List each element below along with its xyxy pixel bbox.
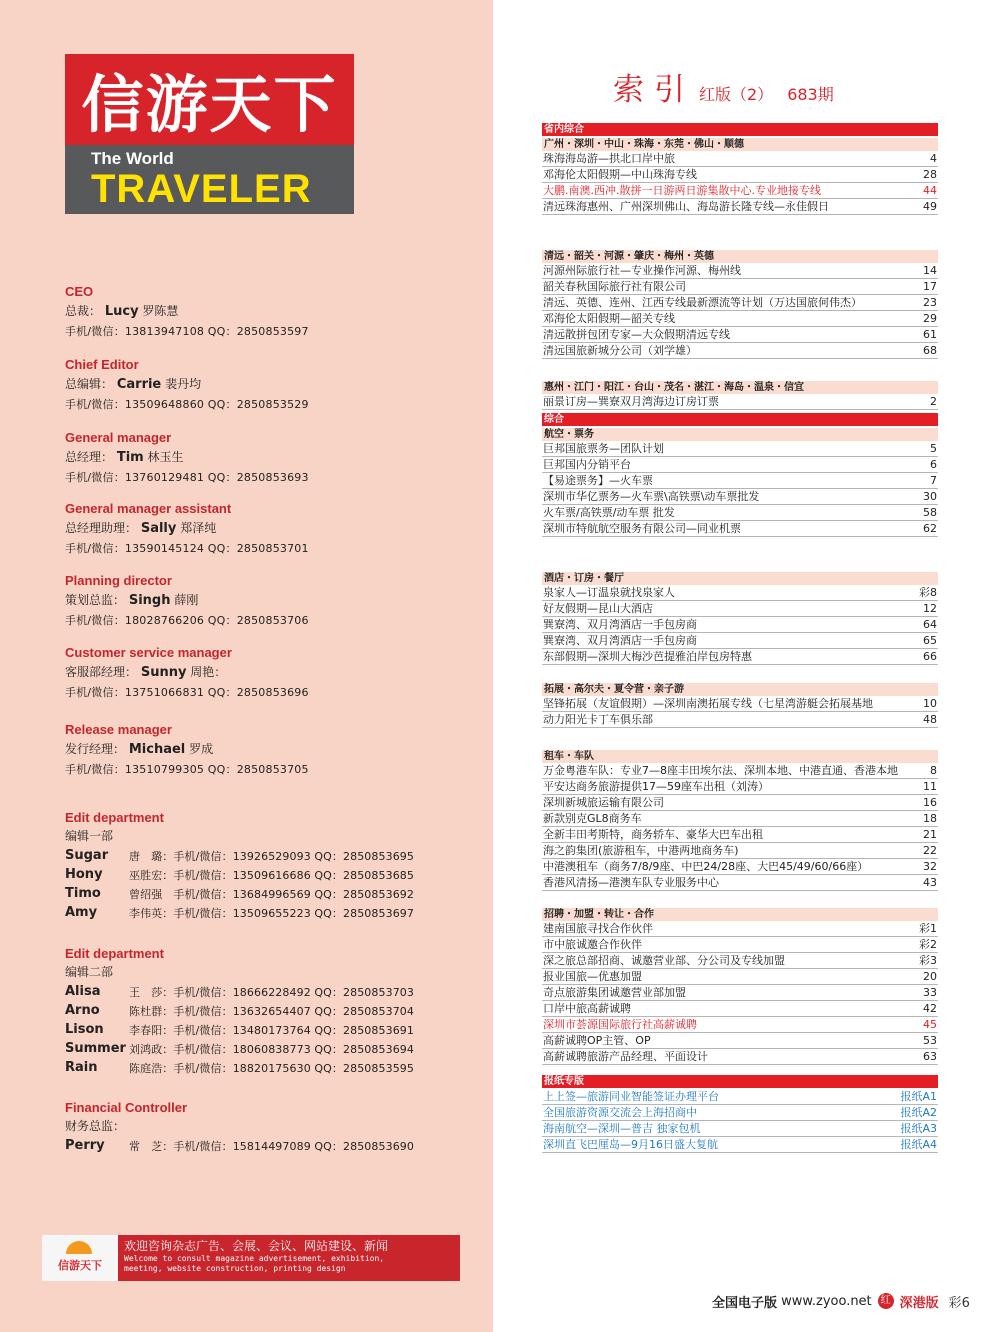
index-page: 报纸A3 — [900, 1122, 937, 1135]
index-row[interactable] — [542, 1017, 938, 1033]
index-row[interactable] — [542, 505, 938, 521]
index-entry: 高薪诚聘OP主管、OP — [543, 1034, 651, 1047]
financial-controller — [65, 1098, 465, 1155]
index-page: 48 — [923, 713, 937, 726]
index-row[interactable] — [542, 1033, 938, 1049]
index-entry: 奇点旅游集团诚邀营业部加盟 — [543, 986, 686, 999]
index-page: 63 — [923, 1050, 937, 1063]
index-title-issue: 683期 — [787, 85, 834, 104]
index-entry: 巨邦国旅票务—团队计划 — [543, 442, 664, 455]
index-row[interactable] — [542, 985, 938, 1001]
index-row[interactable] — [542, 843, 938, 859]
index-row[interactable] — [542, 279, 938, 295]
index-page: 44 — [923, 184, 937, 197]
dept-member: Amy 李伟英：手机/微信：13509655223 QQ：2850853697 — [65, 905, 414, 920]
index-page: 8 — [930, 764, 937, 777]
index-row[interactable] — [542, 311, 938, 327]
index-page: 62 — [923, 522, 937, 535]
index-entry: 巨邦国内分销平台 — [543, 458, 631, 471]
dept-subtitle: 编辑一部 — [65, 829, 114, 843]
staff-name: 总经理： Tim 林玉生 — [65, 450, 184, 465]
index-page: 彩2 — [919, 938, 937, 951]
staff-contact: 手机/微信：13590145124 QQ：2850853701 — [65, 542, 309, 555]
index-section — [542, 413, 938, 1063]
index-entry: 新款别克GL8商务车 — [543, 812, 642, 825]
index-entry: 丽景订房—巽寮双月湾海边订房订票 — [543, 395, 719, 408]
index-title-main: 索引 — [613, 72, 695, 108]
index-page: 报纸A4 — [900, 1138, 937, 1151]
index-group — [542, 749, 938, 891]
dept-member: Sugar 唐 璐：手机/微信：13926529093 QQ：2850853695 — [65, 848, 414, 863]
index-entry: 邓海伦太阳假期—韶关专线 — [543, 312, 675, 325]
index-page: 58 — [923, 506, 937, 519]
staff-contact: 手机/微信：13510799305 QQ：2850853705 — [65, 763, 309, 776]
index-entry: 深圳新城旅运输有限公司 — [543, 796, 664, 809]
index-entry: 口岸中旅高薪诚聘 — [543, 1002, 631, 1015]
staff-title: Release manager — [65, 722, 172, 737]
dept-member: Rain 陈庭浩：手机/微信：18820175630 QQ：2850853595 — [65, 1060, 414, 1075]
index-title — [613, 64, 834, 108]
page-footer — [712, 1290, 970, 1312]
index-page: 28 — [923, 168, 937, 181]
index-row[interactable] — [542, 1001, 938, 1017]
index-group — [542, 249, 938, 359]
index-entry: 珠海海岛游—拱北口岸中旅 — [543, 152, 675, 165]
logo-chinese: 信游天下 — [65, 54, 354, 145]
index-entry: 深圳市华亿票务—火车票\高铁票\动车票批发 — [543, 490, 760, 503]
index-page: 6 — [930, 458, 937, 471]
left-panel — [0, 0, 493, 1332]
contact-text — [118, 1235, 460, 1281]
index-group — [542, 427, 938, 537]
index-page: 32 — [923, 860, 937, 873]
index-row[interactable] — [542, 183, 938, 199]
category-band: 酒店・订房・餐厅 — [542, 572, 938, 585]
index-entry: 高薪诚聘旅游产品经理、平面设计 — [543, 1050, 708, 1063]
category-band: 清远・韶关・河源・肇庆・梅州・英德 — [542, 250, 938, 263]
staff-contact: 手机/微信：13760129481 QQ：2850853693 — [65, 471, 309, 484]
index-entry: 清远散拼包团专家—大众假期清远专线 — [543, 328, 730, 341]
index-row[interactable] — [542, 601, 938, 617]
index-entry: 大鹏.南澳.西冲.散拼一日游两日游集散中心.专业地接专线 — [543, 184, 821, 197]
index-row[interactable] — [542, 937, 938, 953]
index-section — [542, 1075, 938, 1151]
page-number: 彩6 — [948, 1295, 970, 1311]
index-page: 65 — [923, 634, 937, 647]
index-row[interactable] — [542, 921, 938, 937]
index-row[interactable] — [542, 441, 938, 457]
index-group — [542, 137, 938, 215]
index-page: 报纸A1 — [900, 1090, 937, 1103]
index-entry: 巽寮湾、双月湾酒店一手包房商 — [543, 634, 697, 647]
staff-name: 总经理助理： Sally 郑泽纯 — [65, 521, 217, 536]
dept-member: Perry 常 芝：手机/微信：15814497089 QQ：2850853690 — [65, 1138, 414, 1153]
index-page: 报纸A2 — [900, 1106, 937, 1119]
index-row[interactable] — [542, 779, 938, 795]
red-edition-badge: 红 — [878, 1293, 894, 1309]
index-page: 49 — [923, 200, 937, 213]
index-row[interactable] — [542, 151, 938, 167]
index-entry: 河源州际旅行社—专业操作河源、梅州线 — [543, 264, 741, 277]
small-logo-text: 信游天下 — [58, 1259, 102, 1272]
index-entry: 东部假期—深圳大梅沙芭提雅泊岸包房特惠 — [543, 650, 752, 663]
footer-version: 深港版 — [899, 1295, 939, 1311]
staff-title: General manager assistant — [65, 501, 232, 516]
index-entry: 市中旅诚邀合作伙伴 — [543, 938, 642, 951]
staff-title: Planning director — [65, 573, 172, 588]
index-row[interactable] — [542, 295, 938, 311]
index-entry: 建南国旅寻找合作伙伴 — [543, 922, 653, 935]
edit-department-2 — [65, 944, 465, 1077]
index-row[interactable] — [542, 827, 938, 843]
staff-title: General manager — [65, 430, 172, 445]
index-page: 61 — [923, 328, 937, 341]
index-row[interactable] — [542, 795, 938, 811]
index-group — [542, 1089, 938, 1153]
index-row[interactable] — [542, 1089, 938, 1105]
index-page: 14 — [923, 264, 937, 277]
staff-entry-gm-assistant — [65, 499, 309, 559]
dept-member: Hony 巫胜宏：手机/微信：13509616686 QQ：2850853685 — [65, 867, 414, 882]
index-page: 53 — [923, 1034, 937, 1047]
index-page: 11 — [923, 780, 937, 793]
category-band: 招聘・加盟・转让・合作 — [542, 908, 938, 921]
category-band: 租车・车队 — [542, 750, 938, 763]
index-section — [542, 123, 938, 408]
index-row[interactable] — [542, 585, 938, 601]
index-row[interactable] — [542, 649, 938, 665]
staff-name: 总裁： Lucy 罗陈慧 — [65, 304, 179, 319]
edit-department-1 — [65, 808, 465, 922]
index-row[interactable] — [542, 953, 938, 969]
index-row[interactable] — [542, 489, 938, 505]
index-entry: 【易途票务】—火车票 — [543, 474, 653, 487]
index-row[interactable] — [542, 712, 938, 728]
dept-member: Timo 曾绍强 手机/微信：13684996569 QQ：2850853692 — [65, 886, 414, 901]
traveler-logo — [65, 54, 354, 214]
staff-title: CEO — [65, 284, 94, 299]
dept-subtitle: 编辑二部 — [65, 965, 114, 979]
staff-name: 总编辑： Carrie 裴丹均 — [65, 377, 202, 392]
staff-contact: 手机/微信：13509648860 QQ：2850853529 — [65, 398, 309, 411]
staff-entry-planning-director — [65, 571, 309, 631]
logo-english-line1: The World — [91, 149, 174, 168]
index-page: 12 — [923, 602, 937, 615]
staff-contact: 手机/微信：13813947108 QQ：2850853597 — [65, 325, 309, 338]
staff-name: 发行经理： Michael 罗成 — [65, 742, 214, 757]
index-page: 43 — [923, 876, 937, 889]
index-entry: 深圳市特航航空服务有限公司—同业机票 — [543, 522, 741, 535]
index-row[interactable] — [542, 263, 938, 279]
footer-edition: 全国电子版 — [712, 1295, 778, 1311]
category-band: 航空・票务 — [542, 428, 938, 441]
staff-contact: 手机/微信：18028766206 QQ：2850853706 — [65, 614, 309, 627]
index-page: 彩1 — [919, 922, 937, 935]
small-logo — [42, 1235, 118, 1281]
index-entry: 全国旅游资源交流会上海招商中 — [543, 1106, 697, 1119]
index-entry: 韶关春秋国际旅行社有限公司 — [543, 280, 686, 293]
index-entry: 清远珠海惠州、广州深圳佛山、海岛游长隆专线—永佳假日 — [543, 200, 829, 213]
index-row[interactable] — [542, 327, 938, 343]
index-row[interactable] — [542, 859, 938, 875]
footer-url[interactable]: www.zyoo.net — [781, 1293, 872, 1309]
index-entry: 清远国旅新城分公司（刘学雄） — [543, 344, 697, 357]
index-entry: 香港风清扬—港澳车队专业服务中心 — [543, 876, 719, 889]
index-entry: 火车票/高铁票/动车票 批发 — [543, 506, 675, 519]
index-entry: 动力阳光卡丁车俱乐部 — [543, 713, 653, 726]
index-page: 16 — [923, 796, 937, 809]
index-entry: 万金粤港车队：专业7—8座丰田埃尔法、深圳本地、中港直通、香港本地 — [543, 764, 898, 777]
index-page: 29 — [923, 312, 937, 325]
index-row[interactable] — [542, 343, 938, 359]
sun-icon — [66, 1241, 92, 1254]
category-band: 广州・深圳・中山・珠海・东莞・佛山・顺德 — [542, 138, 938, 151]
index-row[interactable] — [542, 394, 938, 410]
index-entry: 巽寮湾、双月湾酒店一手包房商 — [543, 618, 697, 631]
contact-en-2: meeting, website construction, printing design — [124, 1264, 346, 1273]
index-group — [542, 380, 938, 410]
index-entry: 好友假期—昆山大酒店 — [543, 602, 653, 615]
index-row[interactable] — [542, 457, 938, 473]
staff-entry-chief-editor — [65, 355, 309, 415]
index-entry: 清远、英德、连州、江西专线最新漂流等计划（万达国旅何伟杰） — [543, 296, 862, 309]
index-page: 64 — [923, 618, 937, 631]
dept-member: Summer 刘鸿政：手机/微信：18060838773 QQ：2850853694 — [65, 1041, 414, 1056]
index-row[interactable] — [542, 696, 938, 712]
dept-title: Financial Controller — [65, 1100, 188, 1115]
staff-entry-ceo — [65, 282, 309, 342]
staff-entry-customer-service — [65, 643, 309, 703]
index-group — [542, 571, 938, 665]
index-page: 42 — [923, 1002, 937, 1015]
index-row[interactable] — [542, 969, 938, 985]
index-entry: 深之旅总部招商、诚邀营业部、分公司及专线加盟 — [543, 954, 785, 967]
dept-member: Arno 陈杜群：手机/微信：13632654407 QQ：2850853704 — [65, 1003, 414, 1018]
dept-member: Lison 李春阳：手机/微信：13480173764 QQ：2850853691 — [65, 1022, 414, 1037]
index-page: 66 — [923, 650, 937, 663]
index-entry: 邓海伦太阳假期—中山珠海专线 — [543, 168, 697, 181]
index-entry: 平安达商务旅游提供17—59座车出租（刘涛） — [543, 780, 769, 793]
index-entry: 全新丰田考斯特，商务轿车、豪华大巴车出租 — [543, 828, 763, 841]
index-entry: 深圳直飞巴厘岛—9月16日盛大复航 — [543, 1138, 718, 1151]
staff-name: 客服部经理： Sunny 周艳： — [65, 665, 227, 680]
index-row[interactable] — [542, 1121, 938, 1137]
index-row[interactable] — [542, 199, 938, 215]
index-page: 21 — [923, 828, 937, 841]
index-page: 30 — [923, 490, 937, 503]
logo-english-line2: TRAVELER — [91, 167, 312, 211]
staff-name: 策划总监： Singh 薛刚 — [65, 593, 199, 608]
staff-title: Customer service manager — [65, 645, 232, 660]
index-row[interactable] — [542, 521, 938, 537]
logo-english — [65, 145, 354, 214]
index-entry: 泉家人—订温泉就找泉家人 — [543, 586, 675, 599]
index-row[interactable] — [542, 473, 938, 489]
index-page: 23 — [923, 296, 937, 309]
contact-banner — [42, 1235, 460, 1281]
index-page: 2 — [930, 395, 937, 408]
index-page: 20 — [923, 970, 937, 983]
index-title-sub: 红版（2） — [699, 85, 774, 104]
index-row[interactable] — [542, 1105, 938, 1121]
index-entry: 中港澳租车（商务7/8/9座、中巴24/28座、大巴45/49/60/66座） — [543, 860, 869, 873]
index-row[interactable] — [542, 633, 938, 649]
index-page: 彩8 — [919, 586, 937, 599]
staff-contact: 手机/微信：13751066831 QQ：2850853696 — [65, 686, 309, 699]
index-row[interactable] — [542, 763, 938, 779]
index-page: 33 — [923, 986, 937, 999]
index-entry: 报业国旅—优惠加盟 — [543, 970, 642, 983]
index-page: 18 — [923, 812, 937, 825]
index-row[interactable] — [542, 617, 938, 633]
index-entry: 上上签—旅游同业智能签证办理平台 — [543, 1090, 719, 1103]
index-entry: 坚锋拓展（友谊假期）—深圳南澳拓展专线（七星湾游艇会拓展基地 — [543, 697, 873, 710]
index-entry: 深圳市荟源国际旅行社高薪诚聘 — [543, 1018, 697, 1031]
dept-title: Edit department — [65, 946, 164, 961]
index-page: 4 — [930, 152, 937, 165]
index-page: 68 — [923, 344, 937, 357]
index-group — [542, 907, 938, 1065]
index-page: 45 — [923, 1018, 937, 1031]
index-page: 10 — [923, 697, 937, 710]
category-band: 拓展・高尔夫・夏令营・亲子游 — [542, 683, 938, 696]
index-row[interactable] — [542, 811, 938, 827]
section-header: 报纸专版 — [542, 1075, 938, 1088]
index-page: 5 — [930, 442, 937, 455]
category-band: 惠州・江门・阳江・台山・茂名・湛江・海岛・温泉・信宜 — [542, 381, 938, 394]
index-page: 22 — [923, 844, 937, 857]
dept-title: Edit department — [65, 810, 164, 825]
dept-member: Alisa 王 莎：手机/微信：18666228492 QQ：2850853703 — [65, 984, 414, 999]
index-page: 7 — [930, 474, 937, 487]
staff-title: Chief Editor — [65, 357, 139, 372]
staff-entry-release-manager — [65, 720, 309, 780]
index-row[interactable] — [542, 167, 938, 183]
contact-zh: 欢迎咨询杂志广告、会展、会议、网站建设、新闻 — [124, 1239, 389, 1253]
index-row[interactable] — [542, 875, 938, 891]
index-group — [542, 682, 938, 728]
dept-subtitle: 财务总监： — [65, 1119, 126, 1133]
index-row[interactable] — [542, 1137, 938, 1153]
section-header: 省内综合 — [542, 123, 938, 136]
index-page: 彩3 — [919, 954, 937, 967]
index-entry: 海之韵集团(旅游租车，中港两地商务车) — [543, 844, 739, 857]
section-header: 综合 — [542, 413, 938, 426]
index-page: 17 — [923, 280, 937, 293]
index-entry: 海南航空—深圳—普吉 独家包机 — [543, 1122, 701, 1135]
staff-entry-general-manager — [65, 428, 309, 488]
contact-en-1: Welcome to consult magazine advertisement, exhibition, — [124, 1254, 385, 1263]
index-row[interactable] — [542, 1049, 938, 1065]
